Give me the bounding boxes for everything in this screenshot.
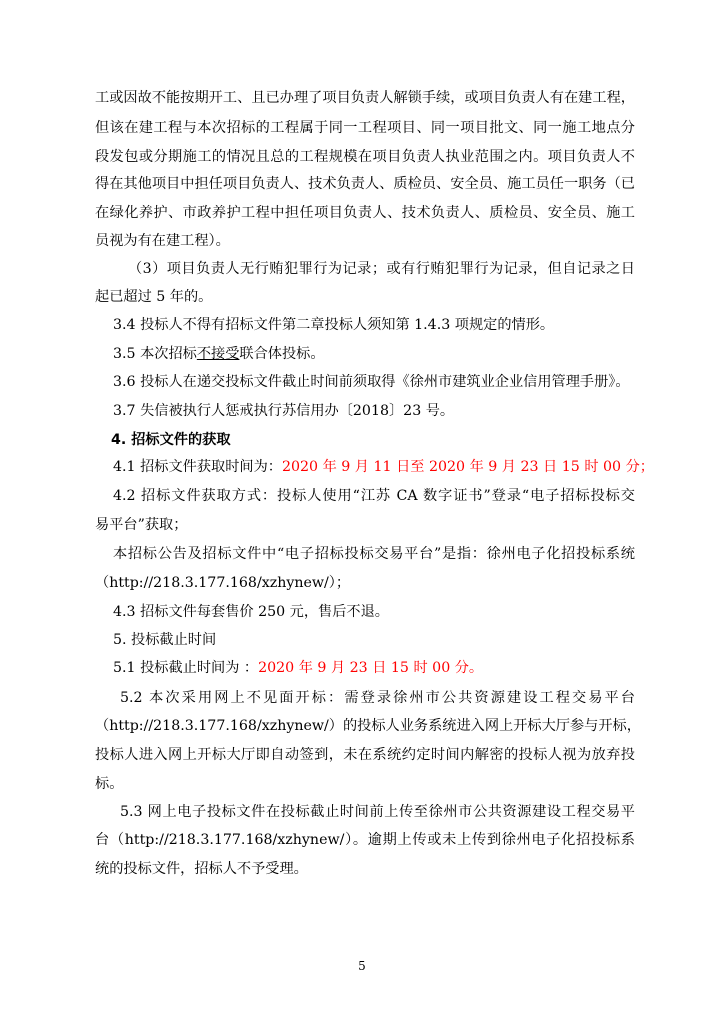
highlighted-date: 2020 年 9 月 11 日至 2020 年 9 月 23 日 15 时 00 分； bbox=[281, 459, 654, 475]
clause-5-1 bbox=[113, 658, 653, 678]
body-text-line: （http://218.3.177.168/xzhynew/）； bbox=[95, 575, 351, 591]
highlighted-date: 2020 年 9 月 23 日 15 时 00 分。 bbox=[258, 660, 484, 676]
clause-3-4: 3.4 投标人不得有招标文件第二章投标人须知第 1.4.3 项规定的情形。 bbox=[113, 317, 555, 333]
clause-5-2: 5.2 本次采用网上不见面开标：需登录徐州市公共资源建设工程交易平台 bbox=[120, 690, 635, 706]
section-heading-4: 4. 招标文件的获取 bbox=[111, 432, 231, 448]
body-text-line: 投标人进入网上开标大厅即自动签到，未在系统约定时间内解密的投标人视为放弃投 bbox=[95, 747, 635, 763]
clause-3-5 bbox=[113, 344, 653, 364]
body-text-line: 员视为有在建工程）。 bbox=[95, 233, 230, 249]
body-text-line: 得在其他项目中担任项目负责人、技术负责人、质检员、安全员、施工员任一职务（已 bbox=[95, 176, 635, 192]
body-text-line: （http://218.3.177.168/xzhynew/）的投标人业务系统进入网上开标大厅参与开标， bbox=[95, 718, 641, 734]
body-text-line: 台（http://218.3.177.168/xzhynew/）。逾期上传或未上传到徐州电子化招投标系 bbox=[95, 832, 635, 848]
section-heading-5: 5. 投标截止时间 bbox=[113, 632, 217, 648]
body-text-line: 在绿化养护、市政养护工程中担任项目负责人、技术负责人、质检员、安全员、施工 bbox=[95, 205, 635, 221]
clause-4-1 bbox=[113, 457, 653, 477]
body-text-line: 本招标公告及招标文件中“电子招标投标交易平台”是指：徐州电子化招投标系统 bbox=[113, 546, 635, 562]
clause-3-7: 3.7 失信被执行人惩戒执行苏信用办〔2018〕23 号。 bbox=[113, 403, 455, 419]
clause-3-6: 3.6 投标人在递交投标文件截止时间前须取得《徐州市建筑业企业信用管理手册》。 bbox=[113, 374, 630, 390]
body-text-line: 工或因故不能按期开工、且已办理了项目负责人解锁手续，或项目负责人有在建工程， bbox=[95, 90, 635, 106]
body-text-line: （3）项目负责人无行贿犯罪行为记录；或有行贿犯罪行为记录，但自记录之日 bbox=[128, 261, 635, 277]
body-text-line: 统的投标文件，招标人不予受理。 bbox=[95, 861, 308, 877]
underlined-text: 不接受 bbox=[196, 346, 240, 362]
body-text-line: 易平台”获取； bbox=[95, 517, 188, 533]
clause-5-1-label: 5.1 投标截止时间为 ： bbox=[113, 660, 259, 676]
page-number: 5 bbox=[358, 959, 366, 973]
clause-3-5-suffix: 联合体投标。 bbox=[239, 346, 325, 362]
clause-4-1-label: 4.1 招标文件获取时间为： bbox=[113, 459, 282, 475]
body-text-line: 段发包或分期施工的情况且总的工程规模在项目负责人执业范围之内。项目负责人不 bbox=[95, 149, 635, 165]
body-text-line: 标。 bbox=[95, 776, 124, 792]
body-text-line: 起已超过 5 年的。 bbox=[95, 289, 213, 305]
body-text-line: 但该在建工程与本次招标的工程属于同一工程项目、同一项目批文、同一施工地点分 bbox=[95, 120, 635, 136]
clause-3-5-prefix: 3.5 本次招标 bbox=[113, 346, 197, 362]
clause-5-3: 5.3 网上电子投标文件在投标截止时间前上传至徐州市公共资源建设工程交易平 bbox=[120, 804, 635, 820]
clause-4-3: 4.3 招标文件每套售价 250 元，售后不退。 bbox=[113, 604, 389, 620]
clause-4-2: 4.2 招标文件获取方式：投标人使用“江苏 CA 数字证书”登录“电子招标投标交 bbox=[113, 488, 635, 504]
